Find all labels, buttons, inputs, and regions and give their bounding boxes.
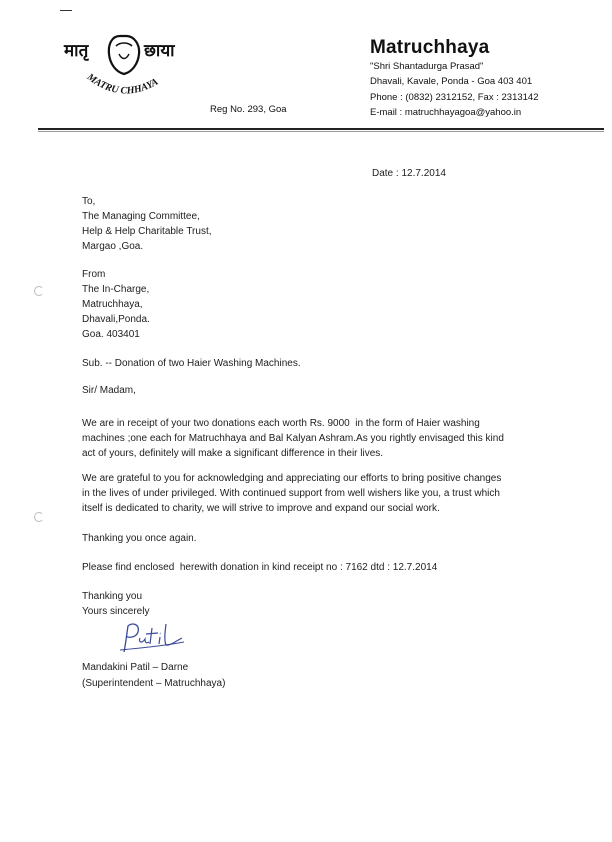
closing-block [82,590,149,618]
letterhead-divider [38,128,604,130]
paragraph-line: act of yours, definitely will make a significant difference in their lives. [82,448,384,459]
punch-hole-mark [34,286,44,296]
phone-fax: Phone : (0832) 2312152, Fax : 2313142 [370,92,539,103]
closing-line: Thanking you [82,591,143,602]
paragraph-line: in the lives of under privileged. With continued support from well wishers like you, a trust which [82,488,500,499]
logo-arc-text: MATRU CHHAYA [84,71,161,97]
sender-block [82,268,150,341]
sender-line: Dhavali,Ponda. [82,314,150,325]
paragraph-receipt [82,417,592,460]
sender-line: Goa. 403401 [82,329,140,340]
email: E-mail : matruchhayagoa@yahoo.in [370,107,522,118]
registration-number: Reg No. 293, Goa [210,104,287,115]
paragraph-gratitude [82,472,602,515]
subject-line: Sub. -- Donation of two Haier Washing Machines. [82,358,301,369]
recipient-line: The Managing Committee, [82,211,200,222]
logo-hindi-right: छाया [144,41,175,61]
thanks-line: Thanking you once again. [82,533,197,544]
sender-line: From [82,269,106,280]
organization-name: Matruchhaya [370,37,490,58]
paragraph-line: We are grateful to you for acknowledging and appreciating our efforts to bring positive changes [82,473,502,484]
enclosure-line: Please find enclosed herewith donation in kind receipt no : 7162 dtd : 12.7.2014 [82,562,438,573]
recipient-line: Margao ,Goa. [82,241,144,252]
sender-line: The In-Charge, [82,284,150,295]
logo-top-rule [60,10,72,11]
punch-hole-mark [34,512,44,522]
paragraph-line: machines ;one each for Matruchhaya and Bal Kalyan Ashram.As you rightly envisaged this kind [82,433,504,444]
paragraph-line: itself is dedicated to charity, we will strive to improve and expand our social work. [82,503,440,514]
sender-line: Matruchhaya, [82,299,143,310]
tagline: "Shri Shantadurga Prasad" [370,61,484,72]
signatory-name: Mandakini Patil – Darne [82,662,189,673]
logo-emblem [62,22,192,104]
address: Dhavali, Kavale, Ponda - Goa 403 401 [370,76,533,87]
salutation: Sir/ Madam, [82,385,136,396]
letterhead-divider-shadow [38,131,604,132]
logo-hindi-left: मातृ [64,41,89,61]
handwritten-signature [112,618,192,660]
recipient-line: Help & Help Charitable Trust, [82,226,212,237]
recipient-line: To, [82,196,96,207]
closing-line: Yours sincerely [82,606,150,617]
letter-date: Date : 12.7.2014 [372,168,446,179]
signatory-title: (Superintendent – Matruchhaya) [82,678,226,689]
organization-logo [62,22,192,104]
recipient-block [82,195,212,253]
paragraph-line: We are in receipt of your two donations each worth Rs. 9000 in the form of Haier washing [82,418,480,429]
